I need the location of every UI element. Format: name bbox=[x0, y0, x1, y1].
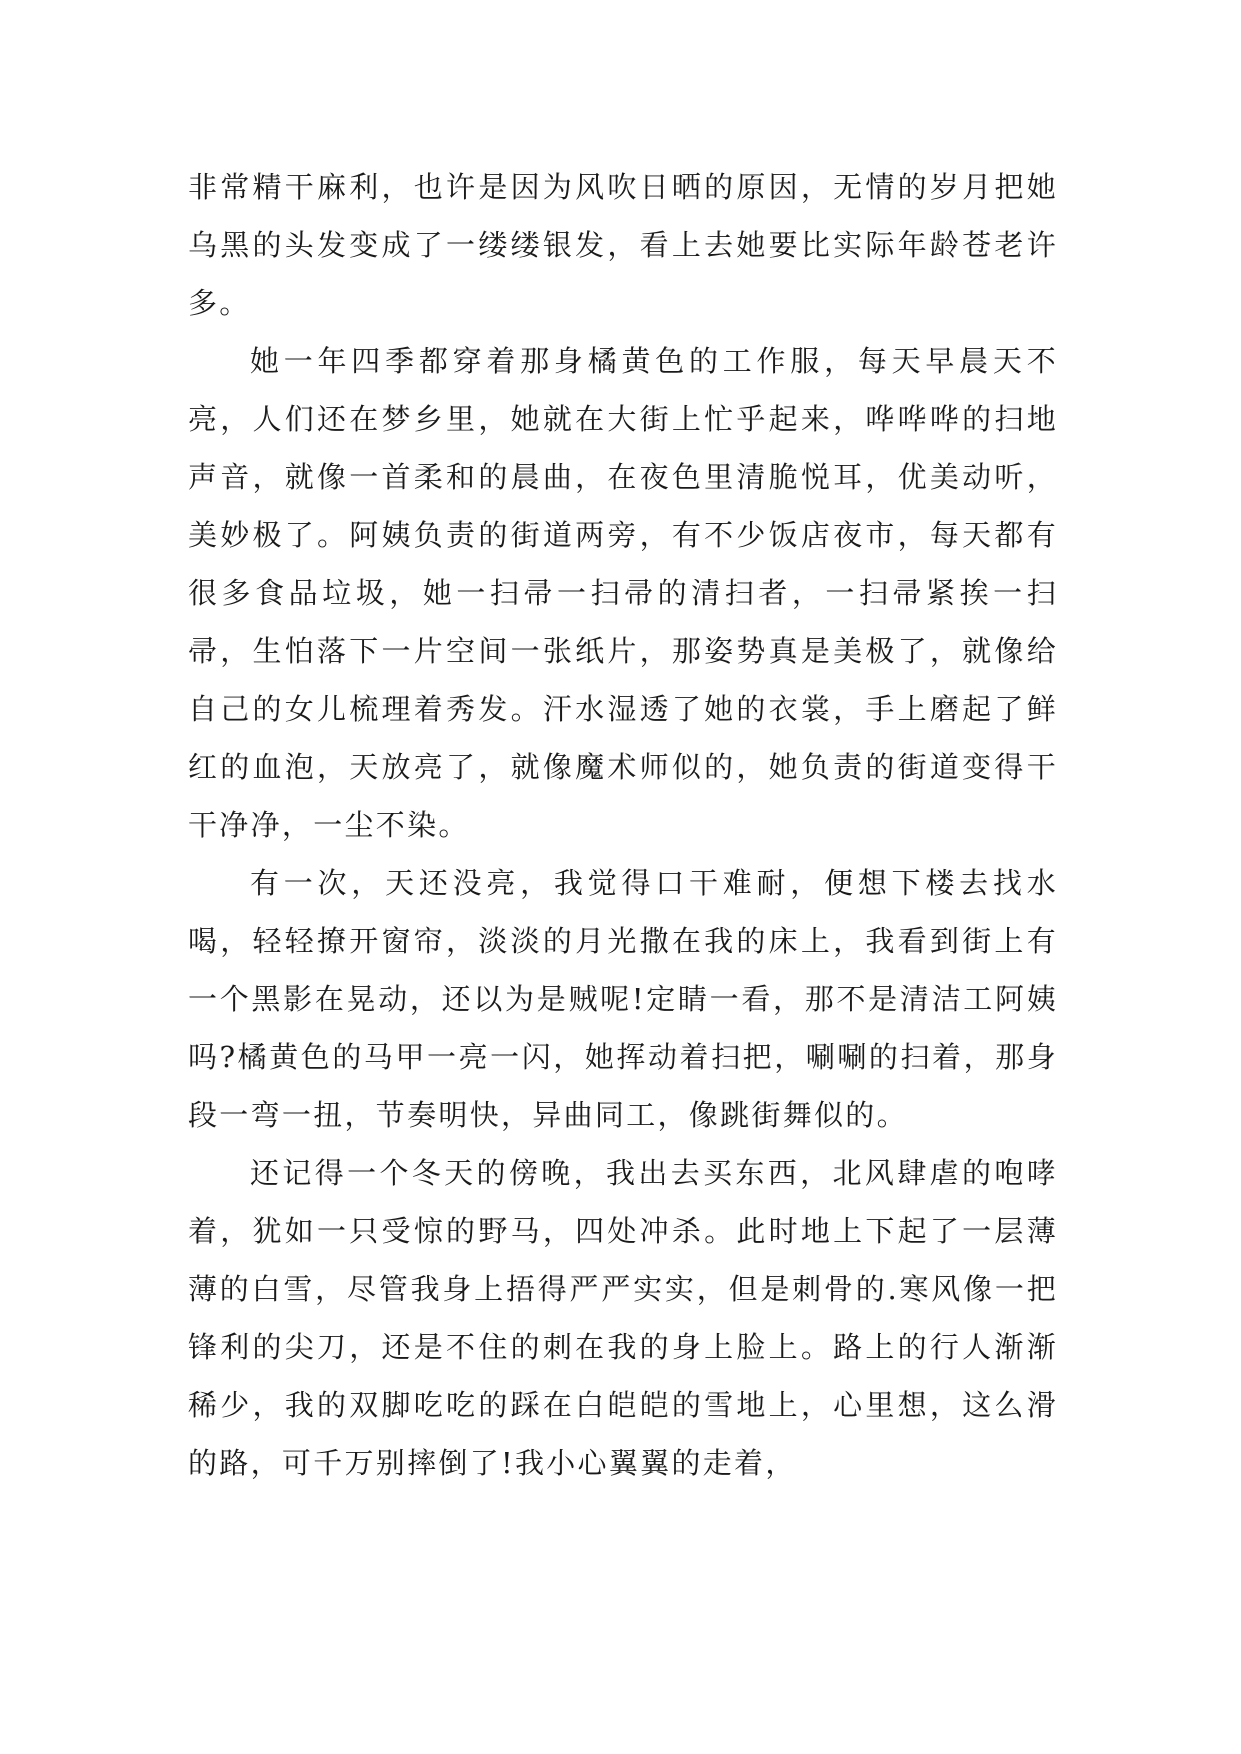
paragraph-2: 她一年四季都穿着那身橘黄色的工作服，每天早晨天不亮，人们还在梦乡里，她就在大街上忙乎起来，哗哗哗的扫地声音，就像一首柔和的晨曲，在夜色里清脆悦耳，优美动听，美妙极了。阿姨负责的街道两旁，有不少饭店夜市，每天都有很多食品垃圾，她一扫帚一扫帚的清扫者，一扫帚紧挨一扫帚，生怕落下一片空间一张纸片，那姿势真是美极了，就像给自己的女儿梳理着秀发。汗水湿透了她的衣裳，手上磨起了鲜红的血泡，天放亮了，就像魔术师似的，她负责的街道变得干干净净，一尘不染。 bbox=[188, 344, 1058, 842]
document-body bbox=[188, 158, 1058, 1492]
paragraph-3: 有一次，天还没亮，我觉得口干难耐，便想下楼去找水喝，轻轻撩开窗帘，淡淡的月光撒在我的床上，我看到街上有一个黑影在晃动，还以为是贼呢!定睛一看，那不是清洁工阿姨吗?橘黄色的马甲一亮一闪，她挥动着扫把，唰唰的扫着，那身段一弯一扭，节奏明快，异曲同工，像跳街舞似的。 bbox=[188, 866, 1058, 1132]
paragraph-1: 非常精干麻利，也许是因为风吹日晒的原因，无情的岁月把她乌黑的头发变成了一缕缕银发，看上去她要比实际年龄苍老许多。 bbox=[188, 170, 1058, 320]
paragraph-4: 还记得一个冬天的傍晚，我出去买东西，北风肆虐的咆哮着，犹如一只受惊的野马，四处冲杀。此时地上下起了一层薄薄的白雪，尽管我身上捂得严严实实，但是刺骨的.寒风像一把锋利的尖刀，还是不住的刺在我的身上脸上。路上的行人渐渐稀少，我的双脚吃吃的踩在白皑皑的雪地上，心里想，这么滑的路，可千万别摔倒了!我小心翼翼的走着， bbox=[188, 1156, 1058, 1480]
